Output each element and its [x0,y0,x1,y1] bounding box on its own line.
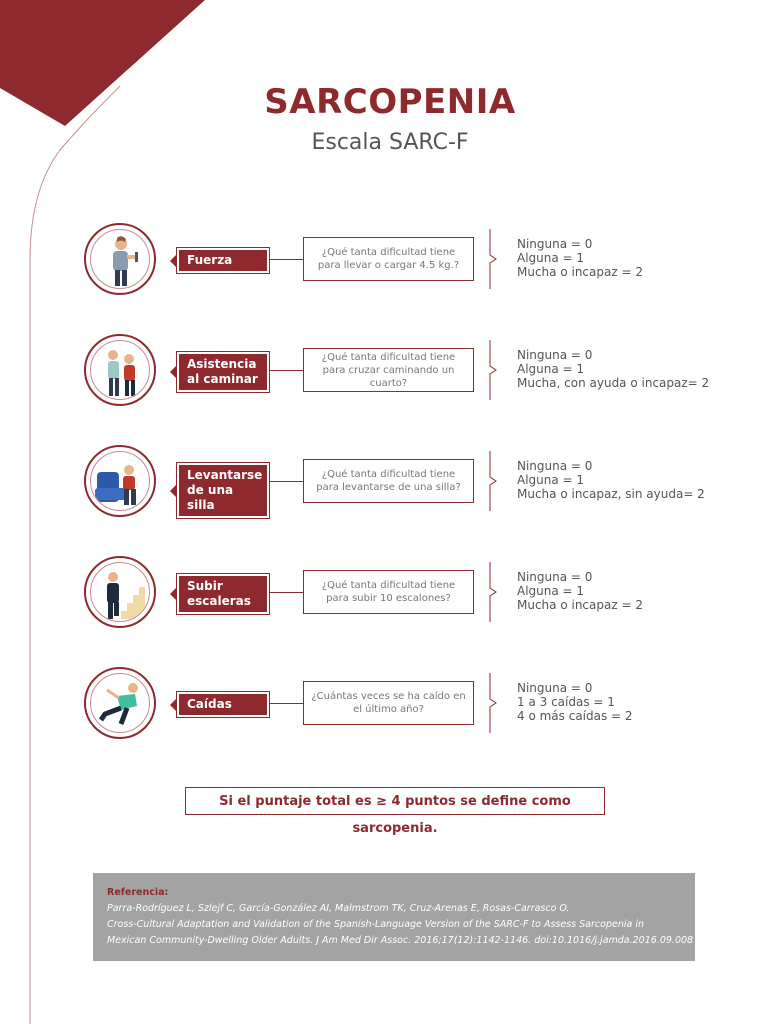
question-box: ¿Qué tanta dificultad tiene para llevar o cargar 4.5 kg.? [303,237,474,281]
answer-option: 1 a 3 caídas = 1 [517,695,615,709]
reference-line: Parra-Rodríguez L, Szlejf C, García-González AI, Malmstrom TK, Cruz-Arenas E, Rosas-Carrasco O. [107,903,570,914]
label-box [176,573,270,615]
answer-list [517,459,705,501]
score-note: Si el puntaje total es ≥ 4 puntos se define como sarcopenia. [185,787,605,815]
answer-list [517,681,633,723]
question-box: ¿Qué tanta dificultad tiene para cruzar caminando un cuarto? [303,348,474,392]
item-label: Fuerza [179,250,267,271]
page-title: SARCOPENIA [264,82,516,122]
answer-option: Ninguna = 0 [517,459,593,473]
avatar [84,445,156,517]
item-row-caidas [0,667,768,747]
answer-option: Mucha o incapaz = 2 [517,265,643,279]
answer-option: Ninguna = 0 [517,237,593,251]
item-label: Levantarse de una silla [179,465,267,516]
label-box [176,247,270,274]
connector-line [270,481,303,482]
label-notch [170,699,176,711]
avatar [84,556,156,628]
label-notch [170,485,176,497]
answer-option: Alguna = 1 [517,584,585,598]
item-row-fuerza [0,223,768,303]
answer-option: Ninguna = 0 [517,570,593,584]
answer-list [517,348,709,390]
bracket-chevron [488,340,502,400]
item-label: Asistencia al caminar [179,354,267,390]
label-box [176,462,270,519]
answer-option: Alguna = 1 [517,362,585,376]
item-row-asistencia [0,334,768,414]
item-label: Subir escaleras [179,576,267,612]
connector-line [270,259,303,260]
question-box: ¿Cuántas veces se ha caído en el último año? [303,681,474,725]
answer-list [517,237,643,279]
avatar [84,667,156,739]
connector-line [270,703,303,704]
answer-option: 4 o más caídas = 2 [517,709,633,723]
connector-line [270,370,303,371]
answer-option: Mucha o incapaz, sin ayuda= 2 [517,487,705,501]
answer-option: Ninguna = 0 [517,348,593,362]
label-box [176,691,270,718]
bracket-chevron [488,562,502,622]
question-box: ¿Qué tanta dificultad tiene para levantarse de una silla? [303,459,474,503]
answer-option: Mucha, con ayuda o incapaz= 2 [517,376,710,390]
page-subtitle: Escala SARC-F [311,130,469,155]
item-row-levantarse [0,445,768,525]
strength-icon [91,230,150,289]
avatar [84,334,156,406]
label-notch [170,588,176,600]
bracket-chevron [488,451,502,511]
reference-line: Cross-Cultural Adaptation and Validation of the Spanish-Language Version of the SARC-F to Assess Sarcopenia in [107,919,644,930]
answer-list [517,570,643,612]
answer-option: Ninguna = 0 [517,681,593,695]
reference-box [93,873,695,961]
label-notch [170,366,176,378]
reference-title: Referencia: [107,887,169,898]
avatar [84,223,156,295]
stairs-icon [91,563,150,622]
walking-assistance-icon [91,341,150,400]
falls-icon [91,674,150,733]
label-box [176,351,270,393]
bracket-chevron [488,229,502,289]
answer-option: Mucha o incapaz = 2 [517,598,643,612]
answer-option: Alguna = 1 [517,251,585,265]
label-notch [170,255,176,267]
question-box: ¿Qué tanta dificultad tiene para subir 10 escalones? [303,570,474,614]
chair-rise-icon [91,452,150,511]
item-row-escaleras [0,556,768,636]
answer-option: Alguna = 1 [517,473,585,487]
item-label: Caídas [179,694,267,715]
connector-line [270,592,303,593]
reference-line: Mexican Community-Dwelling Older Adults. J Am Med Dir Assoc. 2016;17(12):1142-1146. doi:10.1016/j.jamda.2016.09.008 [107,935,694,946]
bracket-chevron [488,673,502,733]
